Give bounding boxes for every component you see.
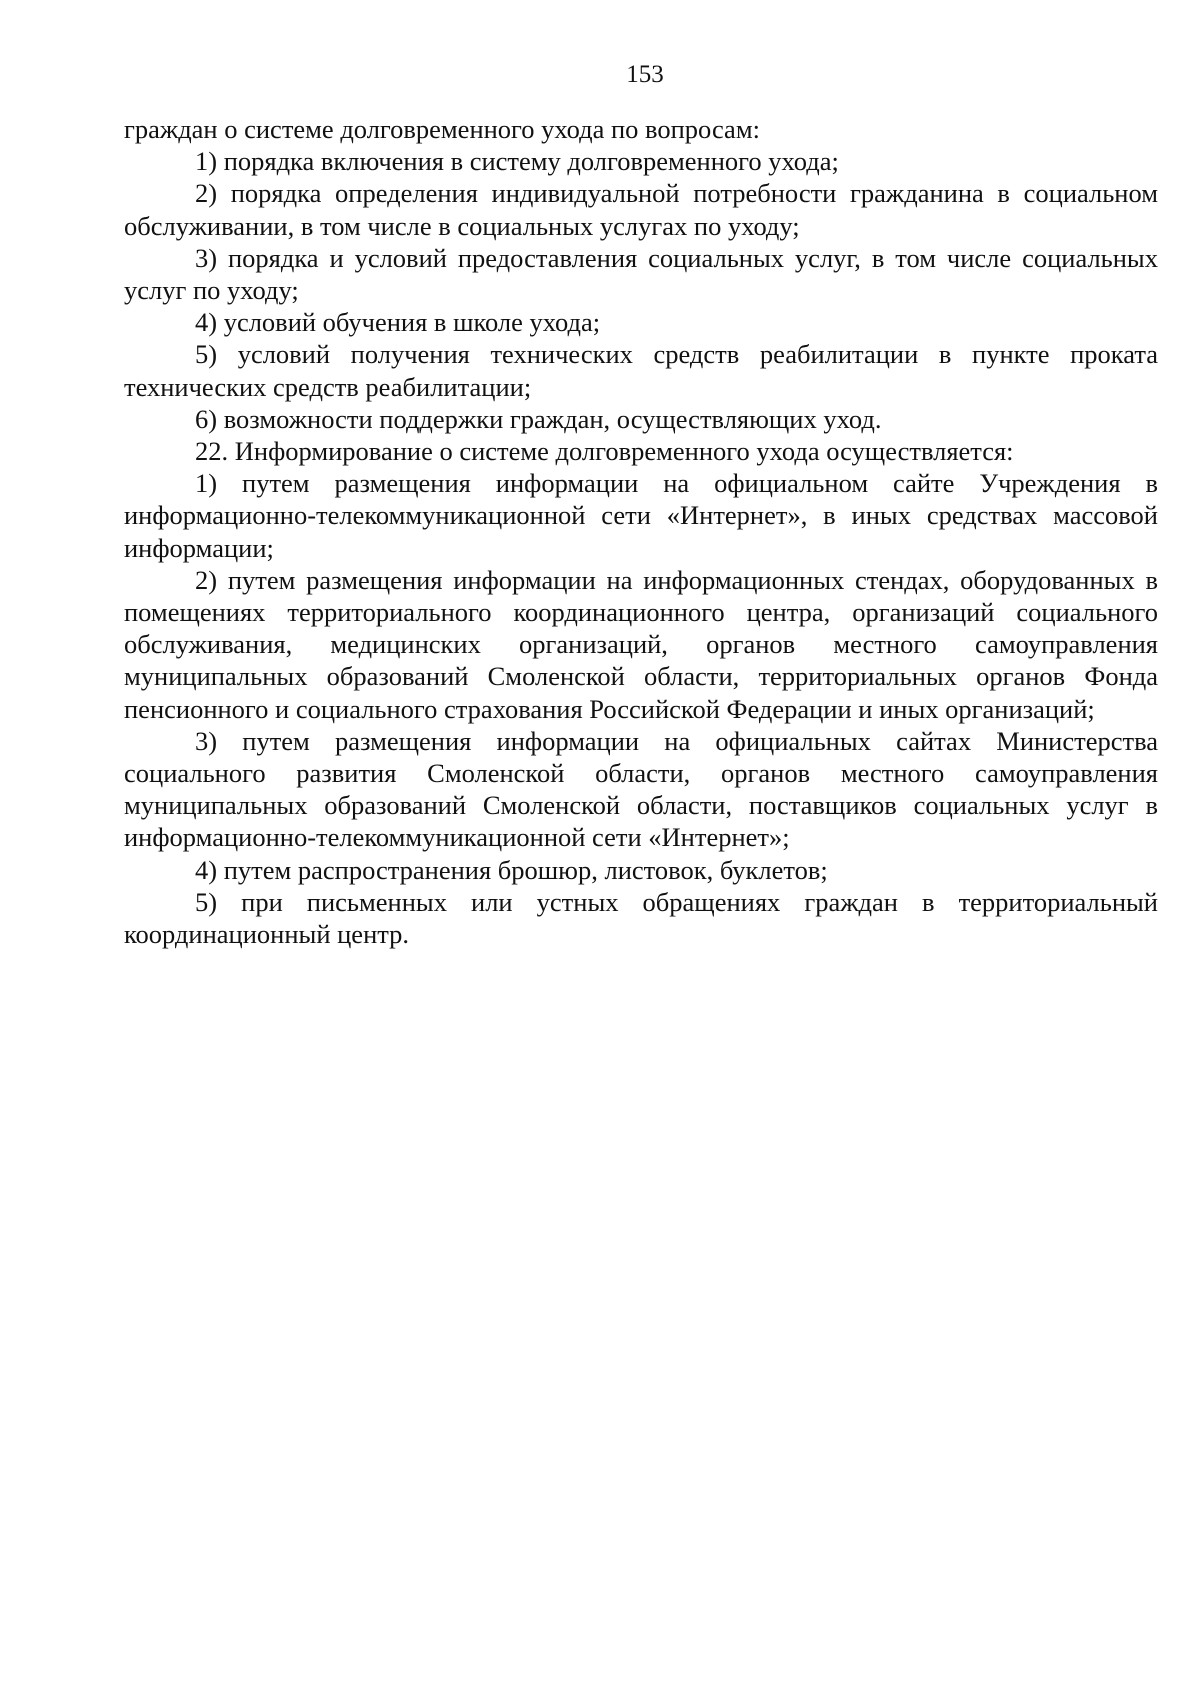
list-item: 2) путем размещения информации на информационных стендах, оборудованных в помещениях территориального координационного центра, организаций социального обслуживания, медицинских организаций, органов местного самоуправления муниципальных образований Смоленской области, территориальных органов Фонда пенсионного и социального страхования Российской Федерации и иных организаций; [124, 564, 1158, 724]
list-item: 5) при письменных или устных обращениях граждан в территориальный координационный центр. [124, 886, 1158, 950]
list-item: 4) условий обучения в школе ухода; [195, 307, 601, 338]
list-item: 1) путем размещения информации на официальном сайте Учреждения в информационно-телекоммуникационной сети «Интернет», в иных средствах массовой информации; [124, 468, 1158, 563]
list-item: 3) путем размещения информации на официальных сайтах Министерства социального развития Смоленской области, органов местного самоуправления муниципальных образований Смоленской области, поставщиков социальных услуг в информационно-телекоммуникационной сети «Интернет»; [124, 725, 1158, 853]
list-item: 1) порядка включения в систему долговременного ухода; [195, 146, 839, 177]
list-item: 5) условий получения технических средств реабилитации в пункте проката технических средств реабилитации; [124, 339, 1158, 402]
paragraph-intro: граждан о системе долговременного ухода по вопросам: [124, 114, 760, 144]
document-body [124, 113, 1158, 950]
list-item: 3) порядка и условий предоставления социальных услуг, в том числе социальных услуг по уходу; [124, 242, 1158, 306]
list-item: 6) возможности поддержки граждан, осуществляющих уход. [195, 403, 882, 434]
section-22-heading: 22. Информирование о системе долговременного ухода осуществляется: [195, 436, 1014, 467]
list-item: 4) путем распространения брошюр, листовок, буклетов; [195, 854, 828, 885]
list-item: 2) порядка определения индивидуальной потребности гражданина в социальном обслуживании, в том числе в социальных услугах по уходу; [124, 178, 1158, 241]
page-number: 153 [626, 61, 664, 88]
